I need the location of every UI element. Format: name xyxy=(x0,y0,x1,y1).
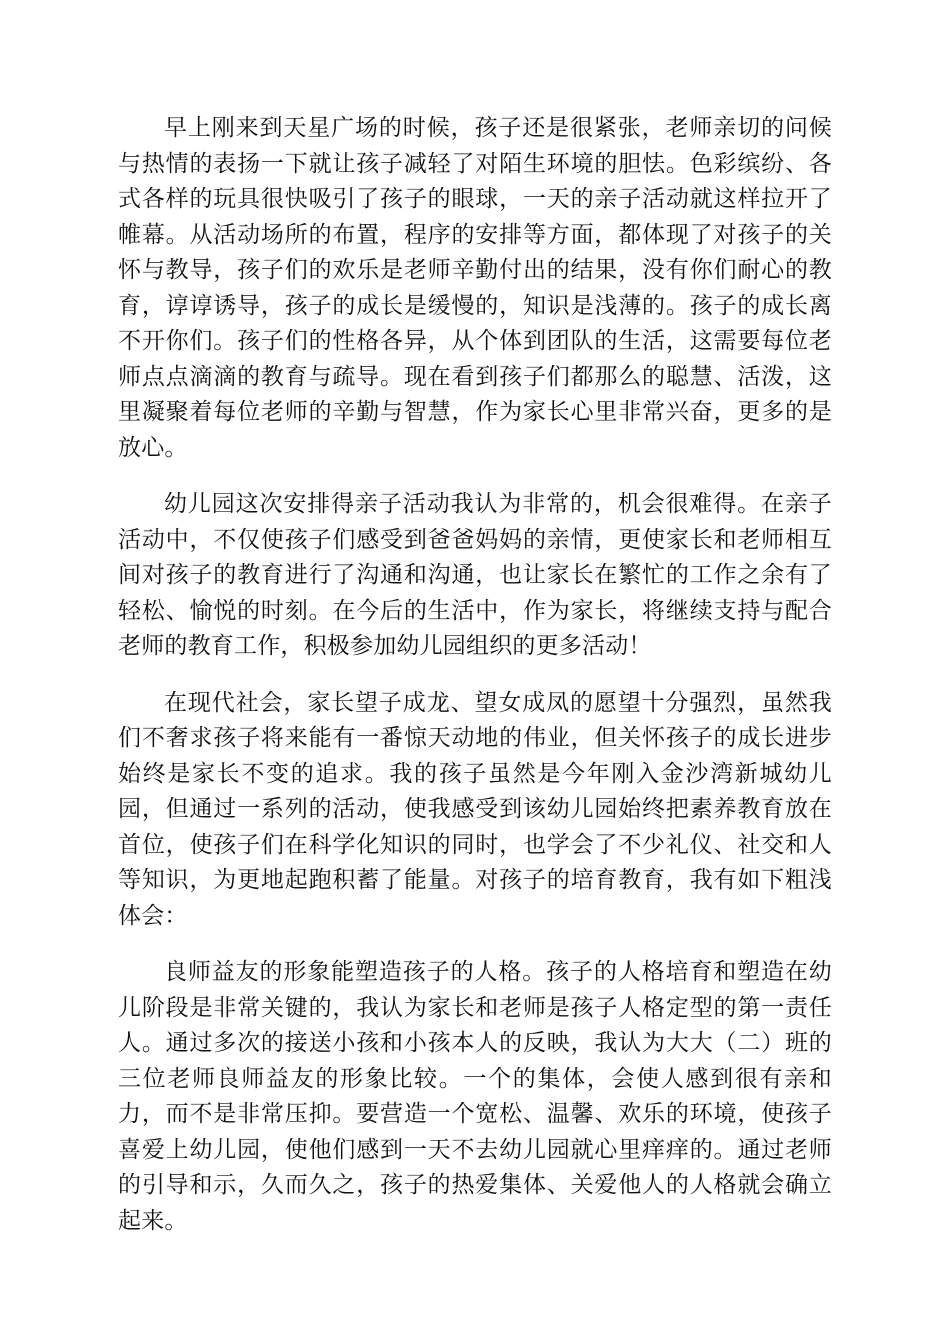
document-page xyxy=(118,111,832,1260)
paragraph-1: 早上刚来到天星广场的时候，孩子还是很紧张，老师亲切的问候与热情的表扬一下就让孩子减轻了对陌生环境的胆怯。色彩缤纷、各式各样的玩具很快吸引了孩子的眼球，一天的亲子活动就这样拉开了帷幕。从活动场所的布置，程序的安排等方面，都体现了对孩子的关怀与教导，孩子们的欢乐是老师辛勤付出的结果，没有你们耐心的教育，谆谆诱导，孩子的成长是缓慢的，知识是浅薄的。孩子的成长离不开你们。孩子们的性格各异，从个体到团队的生活，这需要每位老师点点滴滴的教育与疏导。现在看到孩子们都那么的聪慧、活泼，这里凝聚着每位老师的辛勤与智慧，作为家长心里非常兴奋，更多的是放心。 xyxy=(118,115,832,461)
paragraph-2: 幼儿园这次安排得亲子活动我认为非常的，机会很难得。在亲子活动中，不仅使孩子们感受到爸爸妈妈的亲情，更使家长和老师相互间对孩子的教育进行了沟通和沟通，也让家长在繁忙的工作之余有了轻松、愉悦的时刻。在今后的生活中，作为家长，将继续支持与配合老师的教育工作，积极参加幼儿园组织的更多活动！ xyxy=(118,491,832,659)
paragraph-4: 良师益友的形象能塑造孩子的人格。孩子的人格培育和塑造在幼儿阶段是非常关键的，我认为家长和老师是孩子人格定型的第一责任人。通过多次的接送小孩和小孩本人的反映，我认为大大（二）班的三位老师良师益友的形象比较。一个的集体，会使人感到很有亲和力，而不是非常压抑。要营造一个宽松、温馨、欢乐的环境，使孩子喜爱上幼儿园，使他们感到一天不去幼儿园就心里痒痒的。通过老师的引导和示，久而久之，孩子的热爱集体、关爱他人的人格就会确立起来。 xyxy=(118,959,832,1234)
paragraph-3: 在现代社会，家长望子成龙、望女成凤的愿望十分强烈，虽然我们不奢求孩子将来能有一番惊天动地的伟业，但关怀孩子的成长进步始终是家长不变的追求。我的孩子虽然是今年刚入金沙湾新城幼儿园，但通过一系列的活动，使我感受到该幼儿园始终把素养教育放在首位，使孩子们在科学化知识的同时，也学会了不少礼仪、社交和人等知识，为更地起跑积蓄了能量。对孩子的培育教育，我有如下粗浅体会： xyxy=(118,689,832,929)
